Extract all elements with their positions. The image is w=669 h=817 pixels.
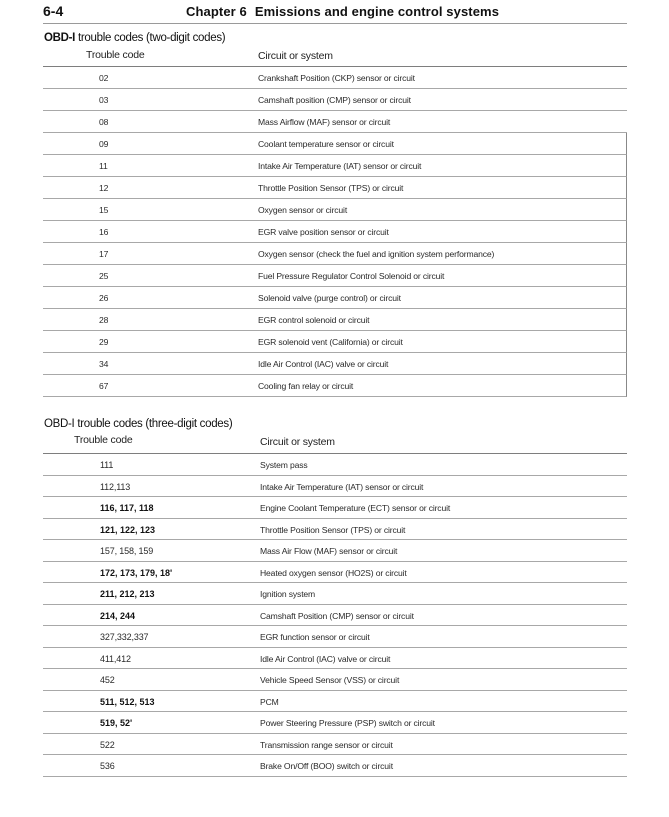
- desc-cell: Mass Air Flow (MAF) sensor or circuit: [260, 546, 398, 556]
- code-cell: 452: [100, 675, 115, 685]
- code-cell: 25: [99, 271, 109, 281]
- code-cell: 121, 122, 123: [100, 524, 156, 535]
- code-cell: 172, 173, 179, 18': [100, 567, 173, 578]
- table-row: [43, 734, 627, 756]
- table-row: [43, 331, 627, 353]
- desc-cell: Solenoid valve (purge control) or circuit: [258, 293, 401, 303]
- desc-cell: Crankshaft Position (CKP) sensor or circuit: [258, 73, 415, 83]
- code-cell: 09: [99, 139, 109, 149]
- desc-cell: Vehicle Speed Sensor (VSS) or circuit: [260, 675, 400, 685]
- desc-cell: Idle Air Control (IAC) valve or circuit: [258, 359, 389, 369]
- code-cell: 327,332,337: [100, 632, 149, 642]
- two-digit-title-bold: OBD-I: [44, 32, 76, 44]
- page-number: 6-4: [43, 3, 64, 19]
- code-cell: 03: [99, 95, 109, 105]
- three-digit-code-table: [43, 453, 627, 777]
- code-cell: 519, 52': [100, 718, 133, 728]
- code-cell: 522: [100, 739, 115, 750]
- code-cell: 214, 244: [100, 610, 136, 621]
- desc-cell: Engine Coolant Temperature (ECT) sensor or circuit: [260, 503, 451, 513]
- table-row: [43, 353, 627, 375]
- desc-cell: EGR valve position sensor or circuit: [258, 227, 389, 237]
- desc-cell: Camshaft Position (CMP) sensor or circuit: [260, 610, 414, 621]
- three-digit-col-circuit: Circuit or system: [260, 436, 335, 448]
- code-cell: 11: [99, 161, 108, 171]
- desc-cell: Intake Air Temperature (IAT) sensor or circuit: [260, 481, 424, 492]
- code-cell: 15: [99, 205, 109, 215]
- two-digit-col-code: Trouble code: [86, 49, 145, 61]
- three-digit-section-title: OBD-I trouble codes (three-digit codes): [44, 418, 233, 430]
- desc-cell: Ignition system: [260, 589, 316, 599]
- table-row: [43, 177, 627, 199]
- code-cell: 116, 117, 118: [100, 503, 154, 513]
- desc-cell: EGR control solenoid or circuit: [258, 315, 370, 325]
- desc-cell: Coolant temperature sensor or circuit: [258, 139, 394, 149]
- desc-cell: Power Steering Pressure (PSP) switch or circuit: [260, 718, 435, 728]
- desc-cell: EGR function sensor or circuit: [260, 632, 370, 642]
- code-cell: 157, 158, 159: [100, 546, 154, 556]
- code-cell: 411,412: [100, 653, 131, 664]
- code-cell: 511, 512, 513: [100, 696, 155, 707]
- two-digit-title-rest: trouble codes (two-digit codes): [75, 32, 226, 44]
- code-cell: 67: [99, 381, 109, 391]
- chapter-heading: [186, 4, 499, 19]
- table-row: [43, 605, 627, 627]
- two-digit-section-title: [44, 32, 225, 44]
- table-row: [43, 309, 627, 331]
- table-row: [43, 648, 627, 670]
- table-row: [43, 67, 627, 89]
- desc-cell: Idle Air Control (IAC) valve or circuit: [260, 653, 391, 664]
- table-row: [43, 155, 627, 177]
- desc-cell: Throttle Position Sensor (TPS) or circuit: [260, 524, 406, 535]
- table-row: [43, 133, 627, 155]
- code-cell: 12: [99, 183, 109, 193]
- table-row: [43, 755, 627, 777]
- table-row: [43, 265, 627, 287]
- table-row: [43, 691, 627, 713]
- table-row: [43, 199, 627, 221]
- desc-cell: Throttle Position Sensor (TPS) or circuit: [258, 183, 404, 193]
- code-cell: 29: [99, 337, 109, 347]
- desc-cell: Oxygen sensor or circuit: [258, 205, 348, 215]
- desc-cell: Transmission range sensor or circuit: [260, 739, 393, 750]
- table-row: [43, 669, 627, 691]
- desc-cell: Fuel Pressure Regulator Control Solenoid or circuit: [258, 271, 445, 281]
- page-header: [43, 3, 627, 24]
- desc-cell: System pass: [260, 460, 308, 470]
- chapter-title: Emissions and engine control systems: [254, 4, 500, 19]
- code-cell: 16: [99, 227, 109, 237]
- desc-cell: Oxygen sensor (check the fuel and ignition system performance): [258, 249, 495, 259]
- code-cell: 28: [99, 315, 109, 325]
- table-row: [43, 519, 627, 541]
- table-row: [43, 454, 627, 476]
- table-row: [43, 287, 627, 309]
- table-row: [43, 89, 627, 111]
- desc-cell: Brake On/Off (BOO) switch or circuit: [260, 761, 393, 771]
- two-digit-col-circuit: Circuit or system: [258, 50, 333, 62]
- desc-cell: PCM: [260, 696, 279, 707]
- code-cell: 34: [99, 359, 109, 369]
- chapter-label: Chapter 6: [186, 4, 247, 19]
- table-row: [43, 476, 627, 498]
- table-row: [43, 562, 627, 584]
- table-row: [43, 583, 627, 605]
- code-cell: 17: [99, 249, 109, 259]
- desc-cell: Intake Air Temperature (IAT) sensor or circuit: [258, 161, 422, 171]
- code-cell: 08: [99, 117, 109, 127]
- table-row: [43, 221, 627, 243]
- desc-cell: EGR solenoid vent (California) or circuit: [258, 337, 403, 347]
- desc-cell: Cooling fan relay or circuit: [258, 381, 354, 391]
- code-cell: 112,113: [100, 481, 131, 492]
- desc-cell: Mass Airflow (MAF) sensor or circuit: [258, 117, 391, 127]
- table-row: [43, 497, 627, 519]
- three-digit-col-code: Trouble code: [74, 434, 133, 446]
- table-row: [43, 626, 627, 648]
- code-cell: 26: [99, 293, 109, 303]
- table-row: [43, 375, 627, 397]
- table-row: [43, 111, 627, 133]
- table-row: [43, 243, 627, 265]
- table-row: [43, 712, 627, 734]
- code-cell: 02: [99, 73, 109, 83]
- code-cell: 111: [100, 460, 114, 470]
- code-cell: 536: [100, 761, 115, 771]
- code-cell: 211, 212, 213: [100, 589, 155, 599]
- table-row: [43, 540, 627, 562]
- desc-cell: Camshaft position (CMP) sensor or circuit: [258, 95, 411, 105]
- two-digit-code-table: [43, 66, 627, 397]
- desc-cell: Heated oxygen sensor (HO2S) or circuit: [260, 567, 407, 578]
